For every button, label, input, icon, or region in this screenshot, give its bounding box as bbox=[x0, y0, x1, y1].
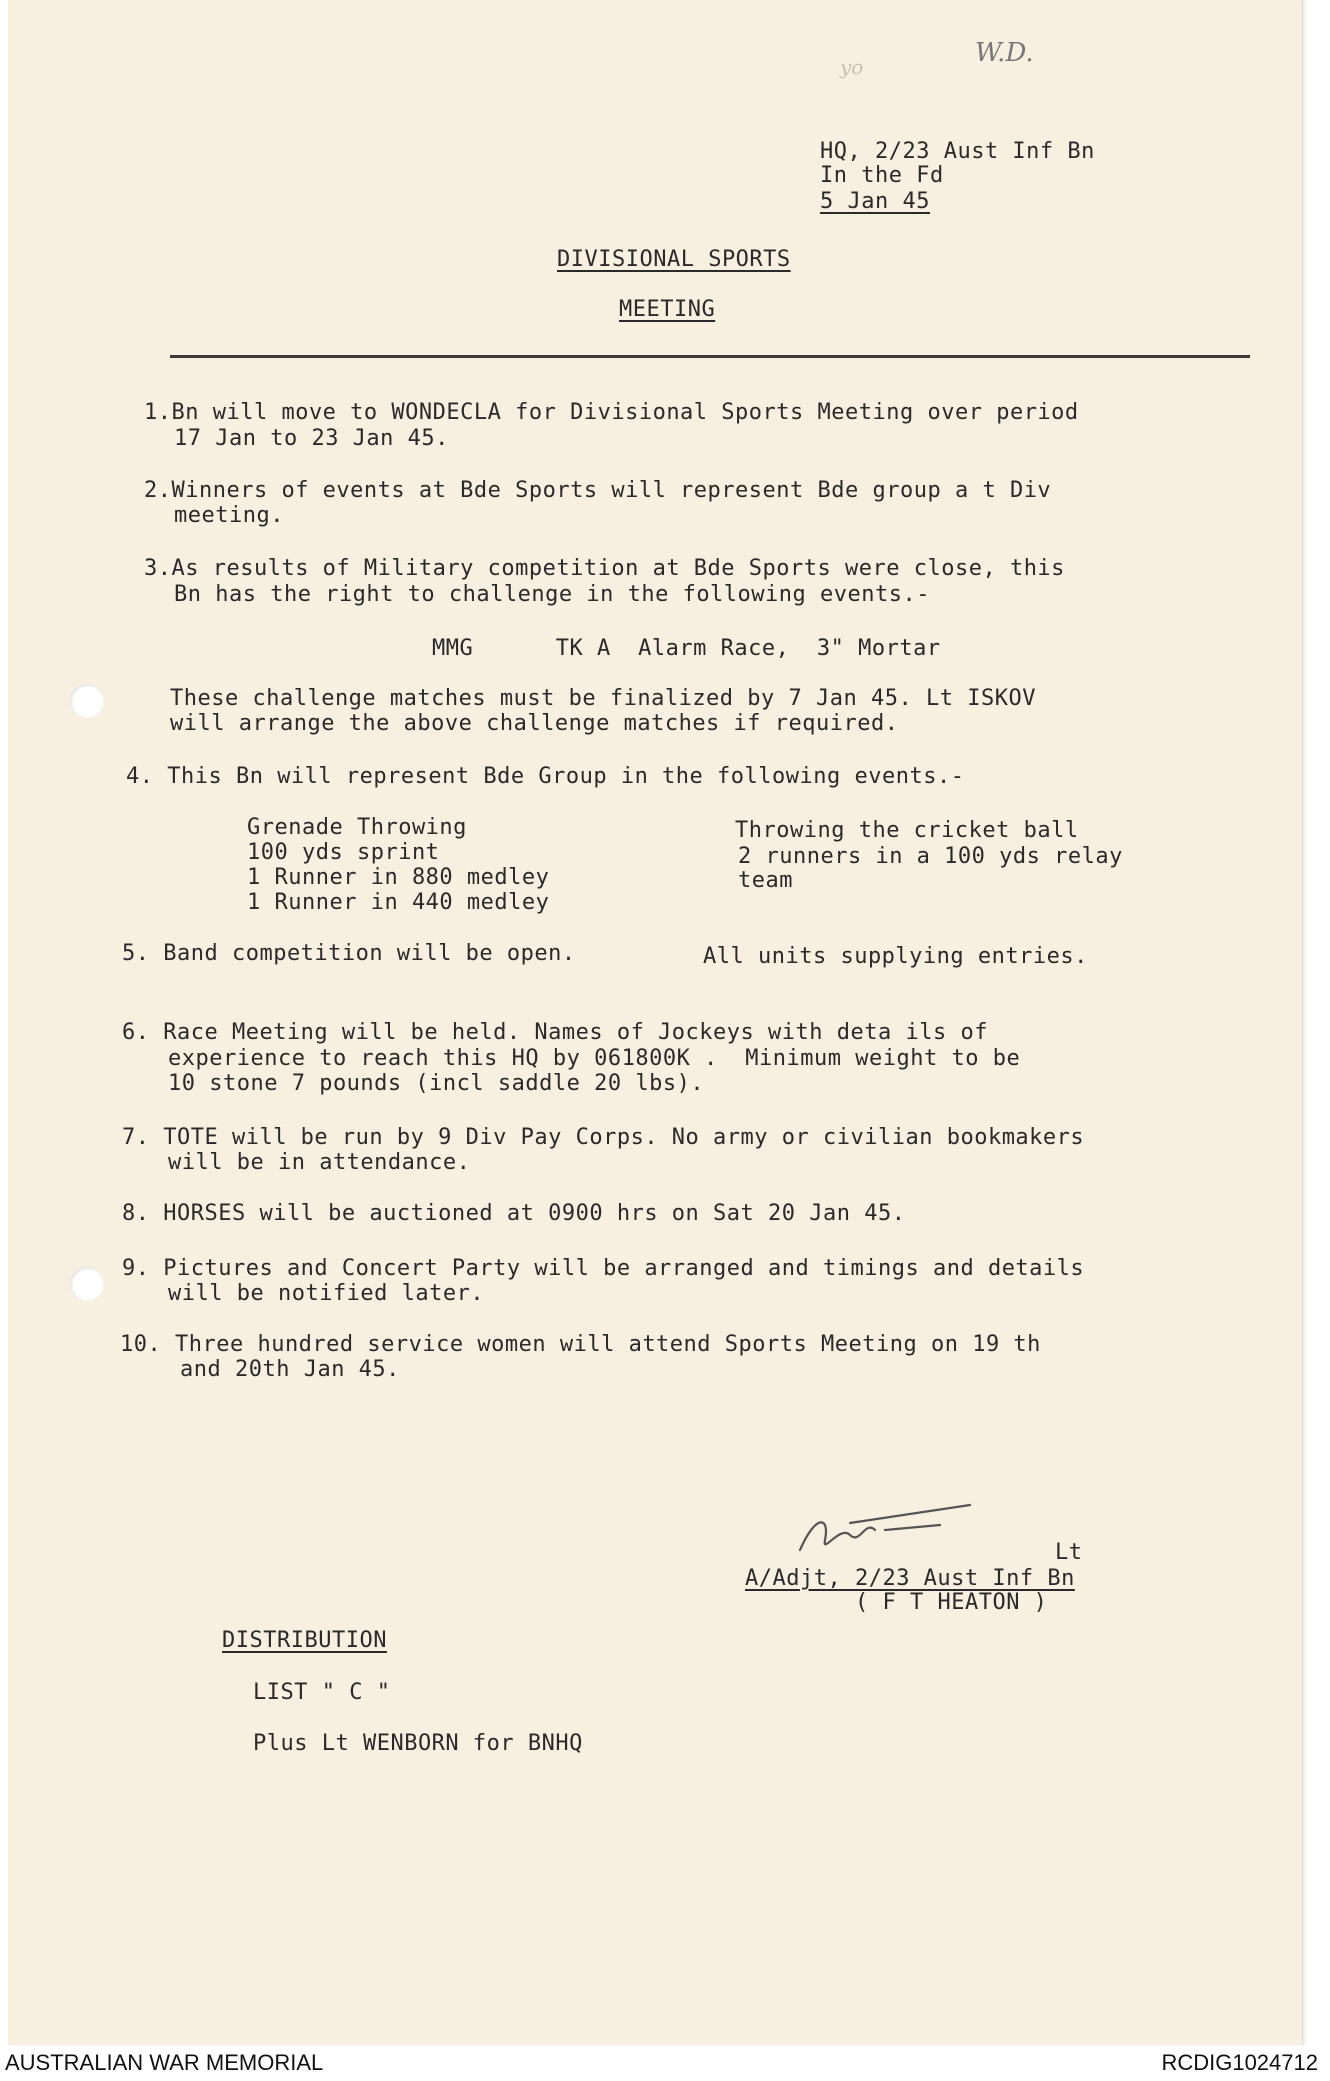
footer-archive-name: AUSTRALIAN WAR MEMORIAL bbox=[5, 2050, 324, 2075]
item-4-left-1: Grenade Throwing bbox=[247, 815, 467, 840]
item-4-left-2: 100 yds sprint bbox=[247, 840, 440, 865]
item-10-line-1: 10. Three hundred service women will attend Sports Meeting on 19 th bbox=[120, 1332, 1041, 1357]
item-7-line-2: will be in attendance. bbox=[168, 1150, 471, 1175]
item-6-line-3: 10 stone 7 pounds (incl saddle 20 lbs). bbox=[168, 1071, 705, 1096]
signature-scrawl bbox=[790, 1495, 990, 1565]
item-3-events: MMG TK A Alarm Race, 3" Mortar bbox=[432, 636, 941, 661]
header-unit: HQ, 2/23 Aust Inf Bn bbox=[820, 139, 1095, 164]
faint-handwritten-note: yo bbox=[840, 55, 864, 79]
item-4-right-2: 2 runners in a 100 yds relay bbox=[738, 844, 1123, 869]
distribution-extra: Plus Lt WENBORN for BNHQ bbox=[253, 1731, 583, 1756]
item-3-line-3: These challenge matches must be finalized by 7 Jan 45. Lt ISKOV bbox=[170, 686, 1036, 711]
title-line-1: DIVISIONAL SPORTS bbox=[557, 247, 791, 272]
footer-record-id: RCDIG1024712 bbox=[1161, 2050, 1318, 2075]
item-6-line-1: 6. Race Meeting will be held. Names of Jockeys with deta ils of bbox=[122, 1020, 988, 1045]
title-line-2: MEETING bbox=[619, 297, 716, 322]
item-4-right-1: Throwing the cricket ball bbox=[735, 818, 1079, 843]
distribution-heading: DISTRIBUTION bbox=[222, 1628, 387, 1653]
header-date: 5 Jan 45 bbox=[820, 189, 930, 214]
item-1-line-2: 17 Jan to 23 Jan 45. bbox=[174, 426, 449, 451]
item-4-right-3: team bbox=[738, 868, 793, 893]
signature-position: A/Adjt, 2/23 Aust Inf Bn bbox=[745, 1566, 1075, 1591]
item-7-line-1: 7. TOTE will be run by 9 Div Pay Corps. No army or civilian bookmakers bbox=[122, 1125, 1085, 1150]
divider-rule bbox=[170, 355, 1250, 358]
item-5-right: All units supplying entries. bbox=[703, 944, 1088, 969]
item-6-line-2: experience to reach this HQ by 061800K . Minimum weight to be bbox=[168, 1046, 1021, 1071]
item-2-line-2: meeting. bbox=[174, 503, 284, 528]
signature-rank: Lt bbox=[1055, 1540, 1083, 1565]
header-location: In the Fd bbox=[820, 163, 944, 188]
punch-hole-top bbox=[70, 684, 104, 718]
signature-name: ( F T HEATON ) bbox=[855, 1590, 1048, 1615]
item-3-line-4: will arrange the above challenge matches if required. bbox=[170, 711, 899, 736]
item-4-line-1: 4. This Bn will represent Bde Group in the following events.- bbox=[126, 764, 965, 789]
item-3-line-2: Bn has the right to challenge in the following events.- bbox=[174, 582, 930, 607]
item-4-left-4: 1 Runner in 440 medley bbox=[247, 890, 550, 915]
item-5-left: 5. Band competition will be open. bbox=[122, 941, 576, 966]
item-9-line-2: will be notified later. bbox=[168, 1281, 485, 1306]
item-1-line-1: 1.Bn will move to WONDECLA for Divisional Sports Meeting over period bbox=[144, 400, 1079, 425]
item-9-line-1: 9. Pictures and Concert Party will be arranged and timings and details bbox=[122, 1256, 1085, 1281]
item-4-left-3: 1 Runner in 880 medley bbox=[247, 865, 550, 890]
distribution-list: LIST " C " bbox=[253, 1680, 391, 1705]
handwritten-note: W.D. bbox=[975, 38, 1034, 68]
item-8-line-1: 8. HORSES will be auctioned at 0900 hrs on Sat 20 Jan 45. bbox=[122, 1201, 906, 1226]
item-10-line-2: and 20th Jan 45. bbox=[180, 1357, 400, 1382]
item-2-line-1: 2.Winners of events at Bde Sports will represent Bde group a t Div bbox=[144, 478, 1052, 503]
item-3-line-1: 3.As results of Military competition at Bde Sports were close, this bbox=[144, 556, 1065, 581]
punch-hole-bottom bbox=[70, 1267, 104, 1301]
